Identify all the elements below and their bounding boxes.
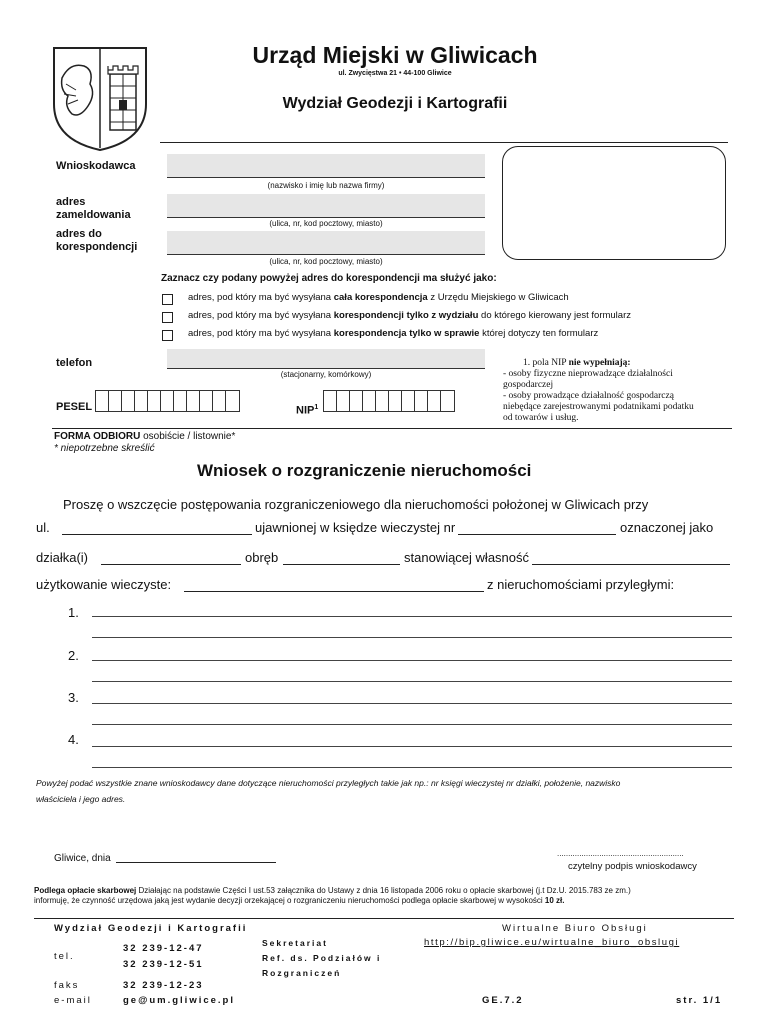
- request-title: Wniosek o rozgraniczenie nieruchomości: [197, 461, 532, 480]
- office-title: Urząd Miejski w Gliwicach: [252, 42, 538, 68]
- footer-tel1: 32 239-12-47: [123, 943, 204, 954]
- precinct-label: obręb: [245, 550, 279, 565]
- footnote: * niepotrzebne skreślić: [54, 443, 155, 454]
- signature-dots: .........................................................: [557, 849, 684, 858]
- land-register-label: ujawnionej w księdze wieczystej nr: [255, 520, 456, 535]
- neighbours-note-line2: właściciela i jego adres.: [36, 794, 126, 804]
- footer-email[interactable]: ge@um.gliwice.pl: [123, 995, 235, 1006]
- footer-vbo-label: Wirtualne Biuro Obsługi: [502, 923, 648, 934]
- request-intro: Proszę o wszczęcie postępowania rozgraniczeniowego dla nieruchomości położonej w Gliwicach przy: [63, 497, 649, 512]
- footer-vbo-link[interactable]: http://bip.gliwice.eu/wirtualne_biuro_obslugi: [424, 937, 680, 948]
- option-all-correspondence-label: adres, pod który ma być wysyłana cała korespondencja z Urzędu Miejskiego w Gliwicach: [188, 292, 569, 303]
- neighbour-item-number: 4.: [68, 732, 79, 747]
- neighbour-line[interactable]: [92, 681, 732, 682]
- ownership-field[interactable]: [532, 564, 730, 565]
- option-case-correspondence-checkbox[interactable]: [162, 330, 173, 341]
- date-field[interactable]: [116, 862, 276, 863]
- option-all-correspondence-checkbox[interactable]: [162, 294, 173, 305]
- neighbour-line[interactable]: [92, 660, 732, 661]
- phone-caption: (stacjonarny, komórkowy): [280, 370, 372, 379]
- department-title: Wydział Geodezji i Kartografii: [282, 95, 508, 112]
- neighbours-label: z nieruchomościami przyległymi:: [487, 577, 675, 592]
- neighbour-item-number: 1.: [68, 605, 79, 620]
- neighbour-item-number: 3.: [68, 690, 79, 705]
- option-department-correspondence-label: adres, pod który ma być wysyłana korespondencji tylko z wydziału do którego kierowany jest formularz: [188, 310, 631, 321]
- applicant-name-caption: (nazwisko i imię lub nazwa firmy): [267, 181, 385, 190]
- registration-address-caption: (ulica, nr, kod pocztowy, miasto): [269, 219, 383, 228]
- neighbour-line[interactable]: [92, 637, 732, 638]
- footer-secretariat: Sekretariat: [262, 938, 328, 948]
- footer-department: Wydział Geodezji i Kartografii: [54, 923, 248, 934]
- applicant-name-field[interactable]: [167, 154, 485, 178]
- neighbour-item-number: 2.: [68, 648, 79, 663]
- footer-fax-label: faks: [54, 980, 80, 991]
- neighbour-line[interactable]: [92, 616, 732, 617]
- pesel-input[interactable]: [95, 390, 240, 412]
- correspondence-address-field[interactable]: [167, 231, 485, 255]
- footer-fax: 32 239-12-23: [123, 980, 204, 991]
- nip-label: NIP$^1$: [296, 404, 319, 417]
- place-date-label: Gliwice, dnia: [54, 853, 111, 864]
- footer-tel2: 32 239-12-51: [123, 959, 204, 970]
- perpetual-use-label: użytkowanie wieczyste:: [36, 577, 172, 592]
- footer-email-label: e-mail: [54, 995, 92, 1006]
- perpetual-use-field[interactable]: [184, 591, 484, 592]
- correspondence-address-caption: (ulica, nr, kod pocztowy, miasto): [269, 257, 383, 266]
- land-register-field[interactable]: [458, 534, 616, 535]
- form-code: GE.7.2: [482, 995, 524, 1006]
- correspondence-address-label: adres do korespondencji: [56, 228, 138, 253]
- neighbour-line[interactable]: [92, 767, 732, 768]
- neighbour-line[interactable]: [92, 703, 732, 704]
- registration-address-field[interactable]: [167, 194, 485, 218]
- signature-caption: czytelny podpis wnioskodawcy: [568, 861, 697, 872]
- header-divider: [160, 142, 728, 143]
- nip-note: 1. pola NIP nie wypełniają: - osoby fizyczne nieprowadzące działalności gospodarczej - osoby prowadzące działalność gospodarczą niebędące zarejestrowanymi podatnikami podatku od towarów i usług.: [503, 358, 694, 423]
- pickup-divider: [52, 428, 732, 429]
- office-stamp-box: [502, 146, 726, 260]
- correspondence-question: Zaznacz czy podany powyżej adres do korespondencji ma służyć jako:: [161, 273, 497, 284]
- fee-line1: Podlega opłacie skarbowej Działając na podstawie Części I ust.53 załącznika do Ustawy z dnia 16 listopada 2006 roku o opłacie skarbowej (j.t Dz.U. 2015.783 ze zm.): [34, 886, 631, 895]
- office-address: ul. Zwycięstwa 21 • 44-100 Gliwice: [338, 70, 452, 77]
- applicant-label: Wnioskodawca: [56, 160, 136, 172]
- plot-field[interactable]: [101, 564, 241, 565]
- footer-division-cont: Rozgraniczeń: [262, 968, 342, 978]
- neighbour-line[interactable]: [92, 724, 732, 725]
- footer-divider: [34, 918, 734, 919]
- neighbour-line[interactable]: [92, 746, 732, 747]
- city-coat-of-arms: [50, 44, 150, 154]
- footer-tel-label: tel.: [54, 951, 75, 962]
- page-number: str. 1/1: [676, 995, 723, 1006]
- option-department-correspondence-checkbox[interactable]: [162, 312, 173, 323]
- fee-line2: informuję, że czynność urzędowa jaką jest wydanie decyzji orzekającej o rozgraniczeniu nieruchomości podlega opłacie skarbowej w wysokości 10 zł.: [34, 896, 565, 905]
- phone-label: telefon: [56, 357, 93, 369]
- ownership-label: stanowiącej własność: [404, 550, 530, 565]
- plot-label: działka(i): [36, 550, 89, 565]
- marked-as-label: oznaczonej jako: [620, 520, 714, 535]
- footer-division: Ref. ds. Podziałów i: [262, 953, 382, 963]
- option-case-correspondence-label: adres, pod który ma być wysyłana korespondencja tylko w sprawie której dotyczy ten formularz: [188, 328, 599, 339]
- pickup-form: FORMA ODBIORU osobiście / listownie*: [54, 431, 236, 442]
- phone-field[interactable]: [167, 349, 485, 369]
- nip-input[interactable]: [323, 390, 455, 412]
- neighbours-note-line1: Powyżej podać wszystkie znane wnioskodawcy dane dotyczące nieruchomości przyległych takie jak np.: nr księgi wieczystej nr działki, położenie, nazwisko: [36, 778, 621, 788]
- pesel-label: PESEL: [56, 401, 93, 413]
- street-label: ul.: [36, 520, 50, 535]
- street-field[interactable]: [62, 534, 252, 535]
- registration-address-label: adres zameldowania: [56, 196, 131, 221]
- precinct-field[interactable]: [283, 564, 400, 565]
